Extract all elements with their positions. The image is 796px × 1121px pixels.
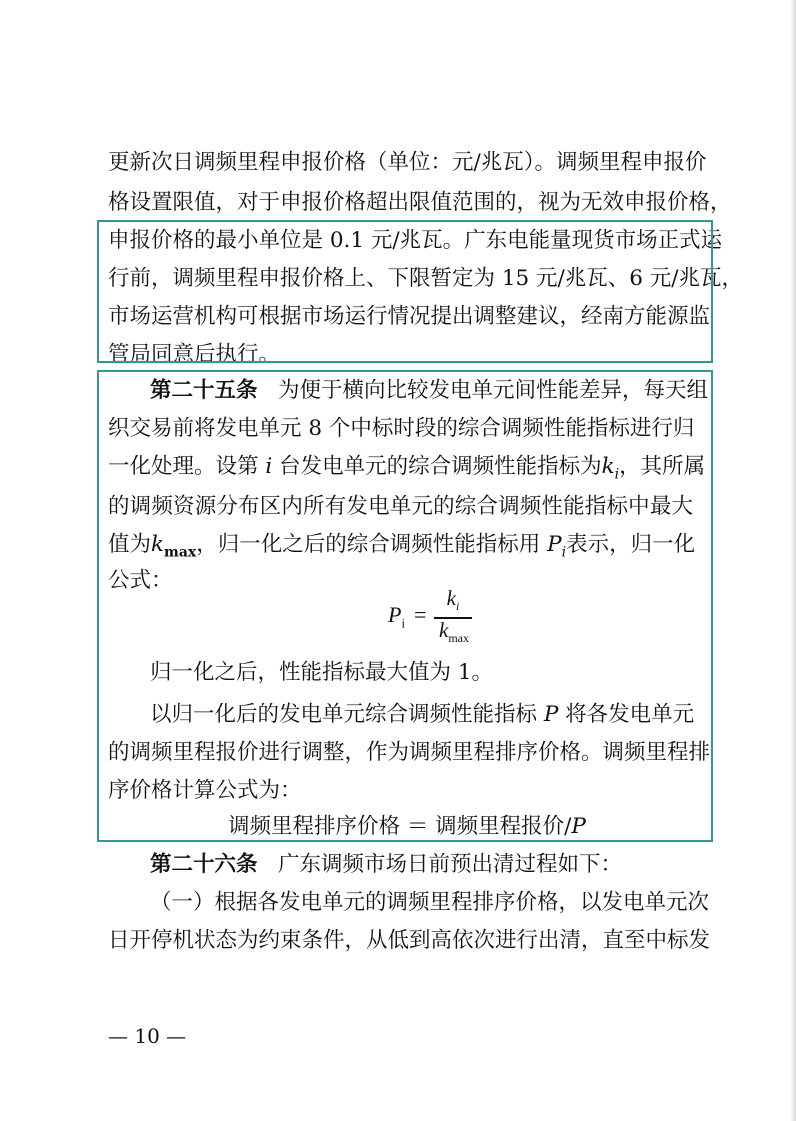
text-span: 调频里程排序价格 ＝ 调频里程报价/ — [228, 814, 572, 839]
text-line: 织交易前将发电单元 8 个中标时段的综合调频性能指标进行归 — [108, 416, 695, 441]
text-line: （一）根据各发电单元的调频里程排序价格，以发电单元次 — [150, 890, 710, 915]
page-number: — 10 — — [108, 1024, 187, 1048]
formula-lhs — [388, 602, 405, 631]
text-span: ，其所属 — [619, 454, 706, 479]
text-line: 日开停机状态为约束条件，从低到高依次进行出清，直至中标发 — [108, 928, 711, 953]
highlight-box — [97, 220, 744, 363]
article-25-line — [150, 698, 693, 732]
math-variable: P — [571, 814, 586, 839]
article-25-line — [108, 528, 696, 562]
formula-denominator — [430, 618, 478, 646]
formula-numerator — [434, 586, 472, 614]
math-variable: k — [601, 454, 615, 479]
math-subscript: i — [561, 544, 567, 561]
text-span: 将各发电单元 — [558, 702, 695, 727]
text-line: 归一化之后，性能指标最大值为 1。 — [150, 660, 494, 685]
text-line: 的调频资源分布区内所有发电单元的综合调频性能指标中最大 — [108, 494, 693, 519]
math-subscript: i — [614, 466, 620, 483]
formula-den-k: k — [439, 618, 449, 642]
text-line: 更新次日调频里程申报价格（单位：元/兆瓦）。调频里程申报价 — [108, 150, 707, 175]
formula-den-sub: max — [448, 631, 469, 646]
text-line: 序价格计算公式为： — [108, 778, 302, 803]
text-span: 台发电单元的综合调频性能指标为 — [272, 454, 602, 479]
normalization-formula — [388, 586, 469, 646]
article-25-line — [150, 374, 709, 408]
text-line: 格设置限值，对于申报价格超出限值范围的，视为无效申报价格， — [108, 190, 732, 215]
math-variable: k — [151, 532, 165, 557]
article-25-heading: 第二十五条 — [150, 378, 258, 403]
text-line: 申报价格的最小单位是 0.1 元/兆瓦。广东电能量现货市场正式运 — [108, 228, 723, 253]
text-span: 值为 — [108, 532, 152, 557]
text-line: 管局同意后执行。 — [108, 342, 281, 367]
text-span: 为便于横向比较发电单元间性能差异，每天组 — [278, 378, 709, 403]
math-variable: P — [543, 702, 559, 727]
text-span: 一化处理。设第 — [108, 454, 266, 479]
page-edge-shadow — [790, 0, 796, 1121]
math-subscript: max — [164, 544, 197, 561]
text-span: 广东调频市场日前预出清过程如下： — [278, 852, 623, 877]
article-25-line — [108, 450, 706, 484]
text-span: ，归一化之后的综合调频性能指标用 — [196, 532, 548, 557]
article-26-heading: 第二十六条 — [150, 852, 258, 877]
sorting-price-formula — [228, 810, 628, 844]
article-26-line — [150, 848, 693, 882]
math-variable: i — [265, 454, 273, 479]
math-variable: P — [547, 532, 562, 557]
text-line: 的调频里程报价进行调整，作为调频里程排序价格。调频里程排 — [108, 740, 711, 765]
text-span: 表示，归一化 — [566, 532, 696, 557]
formula-p: P — [388, 602, 402, 627]
formula-equals: = — [414, 602, 427, 627]
text-line: 行前，调频里程申报价格上、下限暂定为 15 元/兆瓦、6 元/兆瓦， — [108, 266, 744, 291]
text-line: 市场运营机构可根据市场运行情况提出调整建议，经南方能源监 — [108, 304, 711, 329]
text-span: 以归一化后的发电单元综合调频性能指标 — [150, 702, 544, 727]
formula-p-sub: i — [401, 615, 406, 631]
formula-num-sub: i — [455, 599, 460, 614]
text-line: 公式： — [108, 568, 173, 593]
formula-num-k: k — [446, 586, 456, 610]
